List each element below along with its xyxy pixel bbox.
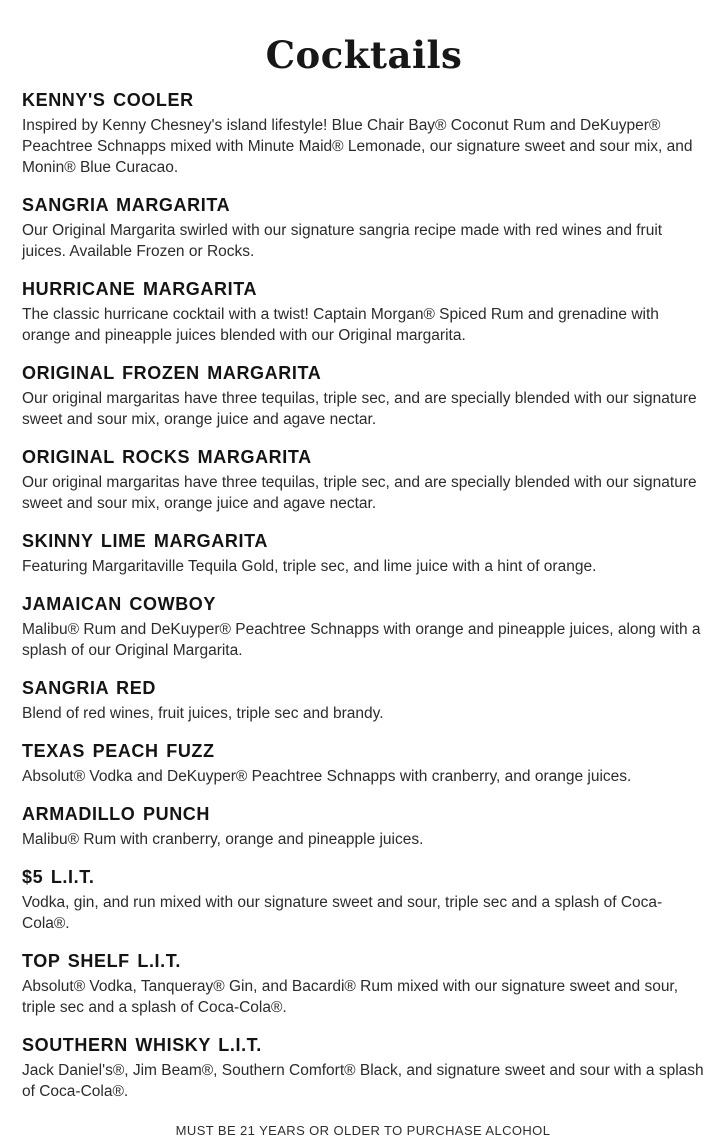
menu-item-description: Featuring Margaritaville Tequila Gold, triple sec, and lime juice with a hint of orange. <box>22 557 597 575</box>
menu-item-name: TEXAS PEACH FUZZ <box>22 740 215 761</box>
menu-item-skinny-lime-margarita <box>22 532 706 577</box>
menu-item-name: HURRICANE MARGARITA <box>22 278 258 299</box>
menu-item-description: Jack Daniel's®, Jim Beam®, Southern Comfort® Black, and signature sweet and sour with a splash of Coca-Cola®. <box>22 1061 704 1100</box>
menu-item-description: Malibu® Rum and DeKuyper® Peachtree Schnapps with orange and pineapple juices, along with a splash of our Original Margarita. <box>22 620 701 659</box>
menu-item-name: ARMADILLO PUNCH <box>22 803 210 824</box>
menu-item-armadillo-punch <box>22 805 706 850</box>
menu-item-name: ORIGINAL FROZEN MARGARITA <box>22 362 322 383</box>
menu-item-description: Our original margaritas have three tequilas, triple sec, and are specially blended with our signature sweet and sour mix, orange juice and agave nectar. <box>22 473 697 512</box>
menu-item-name: TOP SHELF L.I.T. <box>22 950 181 971</box>
menu-item-description: Absolut® Vodka, Tanqueray® Gin, and Bacardi® Rum mixed with our signature sweet and sour, triple sec and a splash of Coca-Cola®. <box>22 977 679 1016</box>
menu-item-sangria-red <box>22 679 706 724</box>
menu-item-original-rocks-margarita <box>22 448 706 514</box>
menu-item-description: Vodka, gin, and run mixed with our signature sweet and sour, triple sec and a splash of Coca-Cola®. <box>22 893 663 932</box>
menu-item-description: Our original margaritas have three tequilas, triple sec, and are specially blended with our signature sweet and sour mix, orange juice and agave nectar. <box>22 389 697 428</box>
menu-item-description: Inspired by Kenny Chesney's island lifestyle! Blue Chair Bay® Coconut Rum and DeKuyper® Peachtree Schnapps mixed with Minute Maid® Lemonade, our signature sweet and sour mix, and Monin® Blue Curacao. <box>22 116 693 176</box>
menu-item-description: Our Original Margarita swirled with our signature sangria recipe made with red wines and fruit juices. Available Frozen or Rocks. <box>22 221 663 260</box>
menu-item-description: Malibu® Rum with cranberry, orange and pineapple juices. <box>22 830 424 848</box>
menu-item-southern-whisky-lit <box>22 1036 706 1102</box>
menu-item-name: SANGRIA RED <box>22 677 156 698</box>
menu-item-jamaican-cowboy <box>22 595 706 661</box>
menu-item-description: Absolut® Vodka and DeKuyper® Peachtree Schnapps with cranberry, and orange juices. <box>22 767 632 785</box>
menu-item-name: SKINNY LIME MARGARITA <box>22 530 268 551</box>
menu-item-kennys-cooler <box>22 91 706 178</box>
menu-item-name: SOUTHERN WHISKY L.I.T. <box>22 1034 262 1055</box>
menu-item-description: Blend of red wines, fruit juices, triple sec and brandy. <box>22 704 384 722</box>
menu-item-texas-peach-fuzz <box>22 742 706 787</box>
age-disclaimer: MUST BE 21 YEARS OR OLDER TO PURCHASE ALCOHOL <box>175 1123 551 1136</box>
menu-item-original-frozen-margarita <box>22 364 706 430</box>
menu-item-hurricane-margarita <box>22 280 706 346</box>
menu-item-5-dollar-lit <box>22 868 706 934</box>
menu-item-top-shelf-lit <box>22 952 706 1018</box>
menu-item-name: SANGRIA MARGARITA <box>22 194 231 215</box>
menu-item-name: KENNY'S COOLER <box>22 89 194 110</box>
page-title: Cocktails <box>265 33 463 77</box>
menu-item-description: The classic hurricane cocktail with a twist! Captain Morgan® Spiced Rum and grenadine with orange and pineapple juices blended with our Original margarita. <box>22 305 659 344</box>
menu-item-name: JAMAICAN COWBOY <box>22 593 216 614</box>
menu-item-name: $5 L.I.T. <box>22 866 95 887</box>
menu-item-sangria-margarita <box>22 196 706 262</box>
menu-item-name: ORIGINAL ROCKS MARGARITA <box>22 446 312 467</box>
